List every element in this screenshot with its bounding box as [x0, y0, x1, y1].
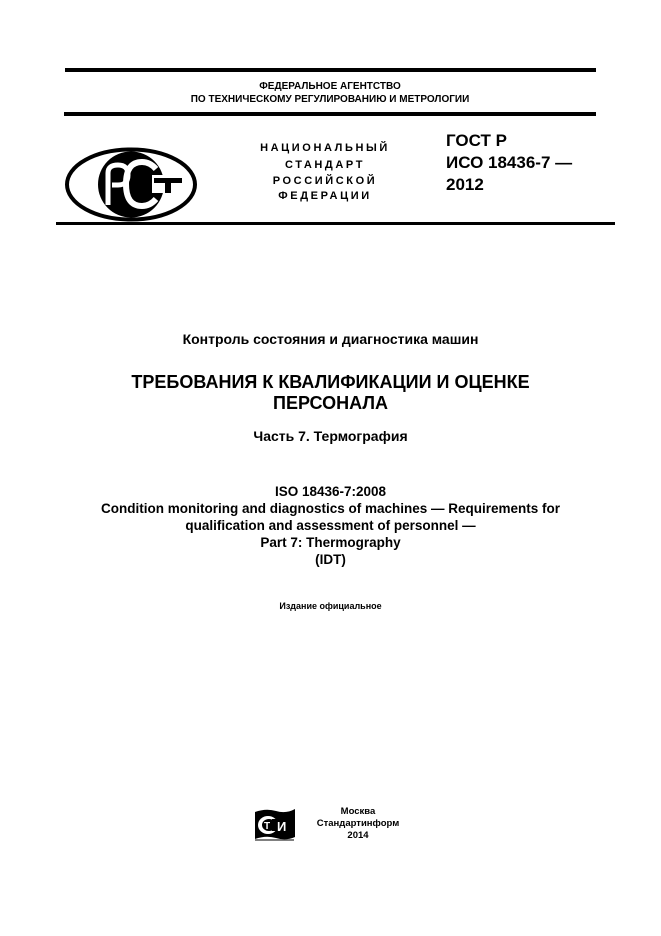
gost-line-1: ГОСТ Р [446, 131, 507, 150]
main-title-line-1: ТРЕБОВАНИЯ К КВАЛИФИКАЦИИ И ОЦЕНКЕ [131, 372, 530, 392]
nat-line-3: РОССИЙСКОЙ [272, 175, 378, 187]
main-title-line-2: ПЕРСОНАЛА [273, 393, 388, 413]
gost-line-2: ИСО 18436-7 — [446, 153, 573, 172]
iso-number: ISO 18436-7:2008 [274, 484, 387, 499]
agency-line-1: ФЕДЕРАЛЬНОЕ АГЕНТСТВО [259, 81, 401, 92]
top-rule [65, 68, 596, 72]
publisher-name: Стандартинформ [316, 818, 400, 829]
iso-line-4: (IDT) [315, 552, 346, 567]
subject-title: Контроль состояния и диагностика машин [182, 331, 479, 347]
iso-reference [0, 483, 661, 568]
iso-line-2: qualification and assessment of personnel — [185, 518, 476, 533]
iso-line-1: Condition monitoring and diagnostics of machines — Requirements for [100, 501, 561, 516]
agency-name [64, 80, 596, 106]
agency-line-2: ПО ТЕХНИЧЕСКОМУ РЕГУЛИРОВАНИЮ И МЕТРОЛОГИИ [190, 94, 470, 105]
nat-line-1: НАЦИОНАЛЬНЫЙ [260, 142, 390, 154]
gost-number [446, 130, 572, 196]
bottom-header-rule [56, 222, 615, 225]
publisher-info [308, 806, 408, 842]
second-rule [64, 112, 596, 116]
national-standard-label [240, 140, 410, 204]
publisher-city: Москва [340, 806, 376, 817]
nat-line-4: ФЕДЕРАЦИИ [278, 190, 372, 202]
gost-line-3: 2012 [446, 175, 484, 194]
gost-logo-icon [64, 147, 198, 222]
svg-text:И: И [277, 819, 287, 834]
iso-line-3: Part 7: Thermography [260, 535, 401, 550]
nat-line-2: СТАНДАРТ [284, 159, 366, 171]
publisher-year: 2014 [347, 830, 369, 841]
main-title [0, 372, 661, 414]
standartinform-logo-icon [252, 807, 298, 842]
part-title: Часть 7. Термография [253, 428, 408, 444]
official-edition-label: Издание официальное [279, 601, 382, 611]
svg-text:Т: Т [264, 821, 271, 832]
